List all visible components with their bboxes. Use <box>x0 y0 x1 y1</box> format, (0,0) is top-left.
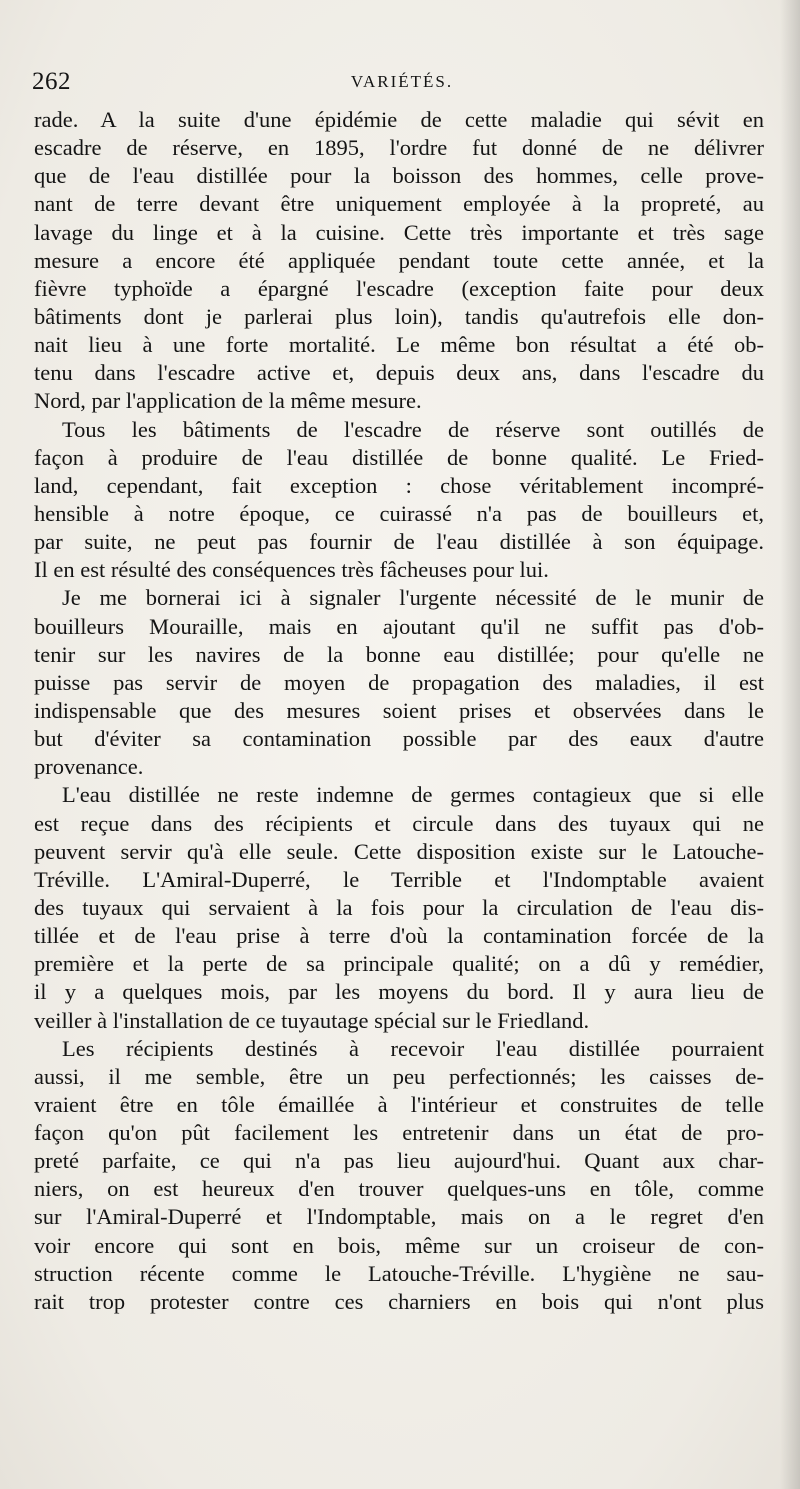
text-line: il y a quelques mois, par les moyens du bord. Il y aura lieu de <box>34 979 764 1005</box>
text-line: niers, on est heureux d'en trouver quelques-uns en tôle, comme <box>34 1176 764 1202</box>
text-line: par suite, ne peut pas fournir de l'eau distillée à son équipage. <box>34 529 764 555</box>
text-line: nant de terre devant être uniquement employée à la propreté, au <box>34 191 764 217</box>
page-number: 262 <box>32 68 71 95</box>
text-line: mesure a encore été appliquée pendant toute cette année, et la <box>34 247 764 273</box>
text-line: est reçue dans des récipients et circule dans des tuyaux qui ne <box>34 810 764 836</box>
body-text <box>34 106 764 1316</box>
text-line: bâtiments dont je parlerai plus loin), tandis qu'autrefois elle don- <box>34 303 764 329</box>
text-line: rade. A la suite d'une épidémie de cette maladie qui sévit en <box>34 107 764 132</box>
text-line: escadre de réserve, en 1895, l'ordre fut donné de ne délivrer <box>34 135 764 161</box>
text-line: tenir sur les navires de la bonne eau distillée; pour qu'elle ne <box>34 641 764 667</box>
paragraph-start-line: L'eau distillée ne reste indemne de germes contagieux que si elle <box>62 782 764 808</box>
text-line: tillée et de l'eau prise à terre d'où la contamination forcée de la <box>34 923 764 949</box>
text-line: rait trop protester contre ces charniers en bois qui n'ont plus <box>34 1288 764 1314</box>
text-line: peuvent servir qu'à elle seule. Cette disposition existe sur le Latouche- <box>34 838 764 864</box>
paragraph-start-line: Les récipients destinés à recevoir l'eau distillée pourraient <box>62 1035 764 1061</box>
text-line: tenu dans l'escadre active et, depuis deux ans, dans l'escadre du <box>34 360 764 386</box>
text-line: voir encore qui sont en bois, même sur un croiseur de con- <box>34 1232 764 1258</box>
text-line: aussi, il me semble, être un peu perfectionnés; les caisses de- <box>34 1063 764 1089</box>
text-line: fièvre typhoïde a épargné l'escadre (exception faite pour deux <box>34 275 764 301</box>
text-line: indispensable que des mesures soient prises et observées dans le <box>34 697 764 723</box>
text-line: façon à produire de l'eau distillée de bonne qualité. Le Fried- <box>34 444 764 470</box>
paragraph-end-line: Il en est résulté des conséquences très fâcheuses pour lui. <box>34 557 549 583</box>
paragraph-start-line: Tous les bâtiments de l'escadre de réserve sont outillés de <box>62 416 764 442</box>
running-head: VARIÉTÉS. <box>350 72 454 91</box>
text-line: puisse pas servir de moyen de propagation des maladies, il est <box>34 669 764 695</box>
text-line: première et la perte de sa principale qualité; on a dû y remédier, <box>34 951 764 977</box>
text-line: façon qu'on pût facilement les entretenir dans un état de pro- <box>34 1120 764 1146</box>
text-line: bouilleurs Mouraille, mais en ajoutant qu'il ne suffit pas d'ob- <box>34 613 764 639</box>
paragraph-end-line: provenance. <box>34 754 144 780</box>
text-line: Tréville. L'Amiral-Duperré, le Terrible et l'Indomptable avaient <box>34 866 764 892</box>
paragraph-start-line: Je me bornerai ici à signaler l'urgente nécessité de le munir de <box>62 585 764 611</box>
page-header <box>32 68 772 102</box>
text-line: preté parfaite, ce qui n'a pas lieu aujourd'hui. Quant aux char- <box>34 1148 764 1174</box>
text-line: hensible à notre époque, ce cuirassé n'a pas de bouilleurs et, <box>34 500 764 526</box>
text-line: vraient être en tôle émaillée à l'intérieur et construites de telle <box>34 1091 764 1117</box>
text-line: lavage du linge et à la cuisine. Cette très importante et très sage <box>34 219 764 245</box>
text-line: des tuyaux qui servaient à la fois pour la circulation de l'eau dis- <box>34 894 764 920</box>
text-line: land, cependant, fait exception : chose véritablement incompré- <box>34 472 764 498</box>
text-line: que de l'eau distillée pour la boisson des hommes, celle prove- <box>34 163 764 189</box>
paragraph-end-line: veiller à l'installation de ce tuyautage spécial sur le Friedland. <box>34 1007 590 1033</box>
paragraph-end-line: Nord, par l'application de la même mesure. <box>34 388 422 414</box>
text-line: nait lieu à une forte mortalité. Le même bon résultat a été ob- <box>34 332 764 358</box>
text-line: struction récente comme le Latouche-Tréville. L'hygiène ne sau- <box>34 1260 764 1286</box>
text-line: sur l'Amiral-Duperré et l'Indomptable, mais on a le regret d'en <box>34 1204 764 1230</box>
text-line: but d'éviter sa contamination possible par des eaux d'autre <box>34 726 764 752</box>
